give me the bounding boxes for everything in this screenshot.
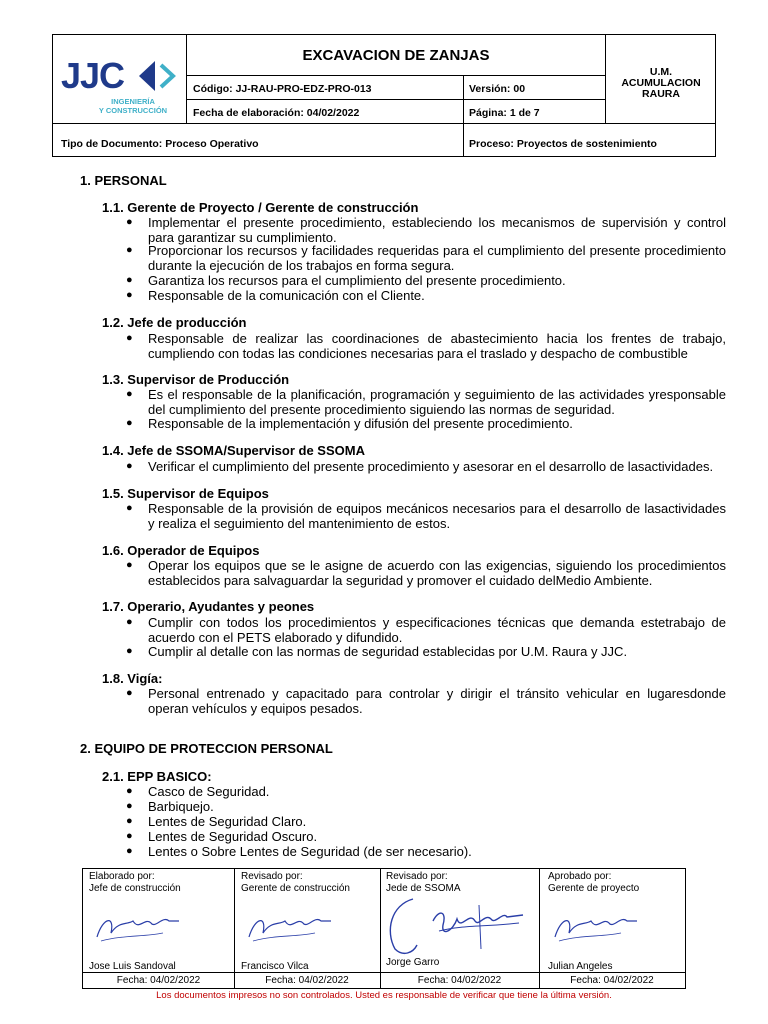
document-version: Versión: 00 [469,83,526,95]
list-item: ● Operar los equipos que se le asigne de acuerdo con las exigencias, siguiendo los procedimientos establecidos para salvaguardar la seguridad y promover el cuidado delMedio Ambiente. [126,558,726,588]
list-item: ● Garantiza los recursos para el cumplimiento del presente procedimiento. [126,273,566,288]
page-number: Página: 1 de 7 [469,107,540,119]
signature-image [383,891,533,959]
prepared-by-date: Fecha: 04/02/2022 [116,975,201,986]
document-type: Tipo de Documento: Proceso Operativo [61,138,259,150]
document-code: Código: JJ-RAU-PRO-EDZ-PRO-013 [193,83,372,95]
approval-table [82,868,686,989]
ssoma-review-name: Jorge Garro [386,957,440,968]
list-item: ● Lentes de Seguridad Claro. [126,814,307,829]
list-item: ● Responsable de la comunicación con el Cliente. [126,288,425,303]
process: Proceso: Proyectos de sostenimiento [469,138,657,150]
subsection-1-7: 1.7. Operario, Ayudantes y peones [102,599,315,614]
prepared-by-role: Elaborado por: Jefe de construcción [89,871,181,894]
mining-unit: U.M. ACUMULACION RAURA [621,66,701,100]
logo-subtitle: INGENIERÍA Y CONSTRUCCIÓN [98,97,168,115]
list-item: ● Implementar el presente procedimiento, estableciendo los mecanismos de supervisión y control para garantizar su cumplimiento. [126,215,726,245]
prepared-by-name: Jose Luis Sandoval [89,961,176,972]
approved-by-name: Julian Angeles [548,961,613,972]
list-item: ● Verificar el cumplimiento del presente procedimiento y asesorar en el desarrollo de lasactividades. [126,459,714,474]
reviewed-by-name: Francisco Vilca [241,961,309,972]
document-header [52,34,716,157]
subsection-1-6: 1.6. Operador de Equipos [102,543,260,558]
approved-by-role: Aprobado por: Gerente de proyecto [548,871,640,894]
signature-image [551,907,641,947]
control-notice: Los documentos impresos no son controlados. Usted es responsable de verificar que tiene la última versión. [156,990,612,1001]
subsection-1-1: 1.1. Gerente de Proyecto / Gerente de construcción [102,200,419,215]
ssoma-review-date: Fecha: 04/02/2022 [417,975,502,986]
reviewed-by-role: Revisado por: Gerente de construcción [241,871,350,894]
list-item: ● Responsable de realizar las coordinaciones de abastecimiento hacia los frentes de trabajo, cumpliendo con todas las condiciones necesarias para el traslado y despacho de combustible [126,331,726,361]
list-item: ● Personal entrenado y capacitado para controlar y dirigir el tránsito vehicular en lugaresdonde operan vehículos y equipos pesados. [126,686,726,716]
subsection-1-8: 1.8. Vigía: [102,671,163,686]
subsection-1-4: 1.4. Jefe de SSOMA/Supervisor de SSOMA [102,443,365,458]
elaboration-date: Fecha de elaboración: 04/02/2022 [193,107,360,119]
list-item: ● Cumplir al detalle con las normas de seguridad establecidas por U.M. Raura y JJC. [126,644,628,659]
list-item: ● Cumplir con todos los procedimientos y especificaciones técnicas que demanda estetrabajo de acuerdo con el PETS elaborado y difundido. [126,615,726,645]
logo-arrow-icon [135,59,181,93]
jjc-logo [61,53,185,133]
logo-text: JJC [61,55,125,96]
ssoma-review-role: Revisado por: Jede de SSOMA [386,871,461,894]
subsection-1-2: 1.2. Jefe de producción [102,315,247,330]
subsection-1-5: 1.5. Supervisor de Equipos [102,486,269,501]
document-title: EXCAVACION DE ZANJAS [302,46,490,64]
section-personal: 1. PERSONAL [80,173,167,188]
list-item: ● Lentes o Sobre Lentes de Seguridad (de ser necesario). [126,844,472,859]
list-item: ● Barbiquejo. [126,799,214,814]
approved-by-date: Fecha: 04/02/2022 [570,975,654,986]
section-ppe: 2. EQUIPO DE PROTECCION PERSONAL [80,741,333,756]
list-item: ● Casco de Seguridad. [126,784,270,799]
reviewed-by-date: Fecha: 04/02/2022 [265,975,349,986]
signature-image [245,907,335,947]
signature-image [93,907,183,947]
list-item: ● Lentes de Seguridad Oscuro. [126,829,318,844]
list-item: ● Proporcionar los recursos y facilidades requeridas para el cumplimiento del presente procedimiento durante la ejecución de los trabajos en forma segura. [126,243,726,273]
subsection-1-3: 1.3. Supervisor de Producción [102,372,290,387]
list-item: ● Responsable de la implementación y difusión del presente procedimiento. [126,416,573,431]
list-item: ● Responsable de la provisión de equipos mecánicos necesarios para el desarrollo de lasactividades y realiza el seguimiento del mantenimiento de estos. [126,501,726,531]
subsection-2-1: 2.1. EPP BASICO: [102,769,212,784]
list-item: ● Es el responsable de la planificación, programación y seguimiento de las actividades yresponsable del cumplimiento del presente procedimiento siguiendo las normas de seguridad. [126,387,726,417]
